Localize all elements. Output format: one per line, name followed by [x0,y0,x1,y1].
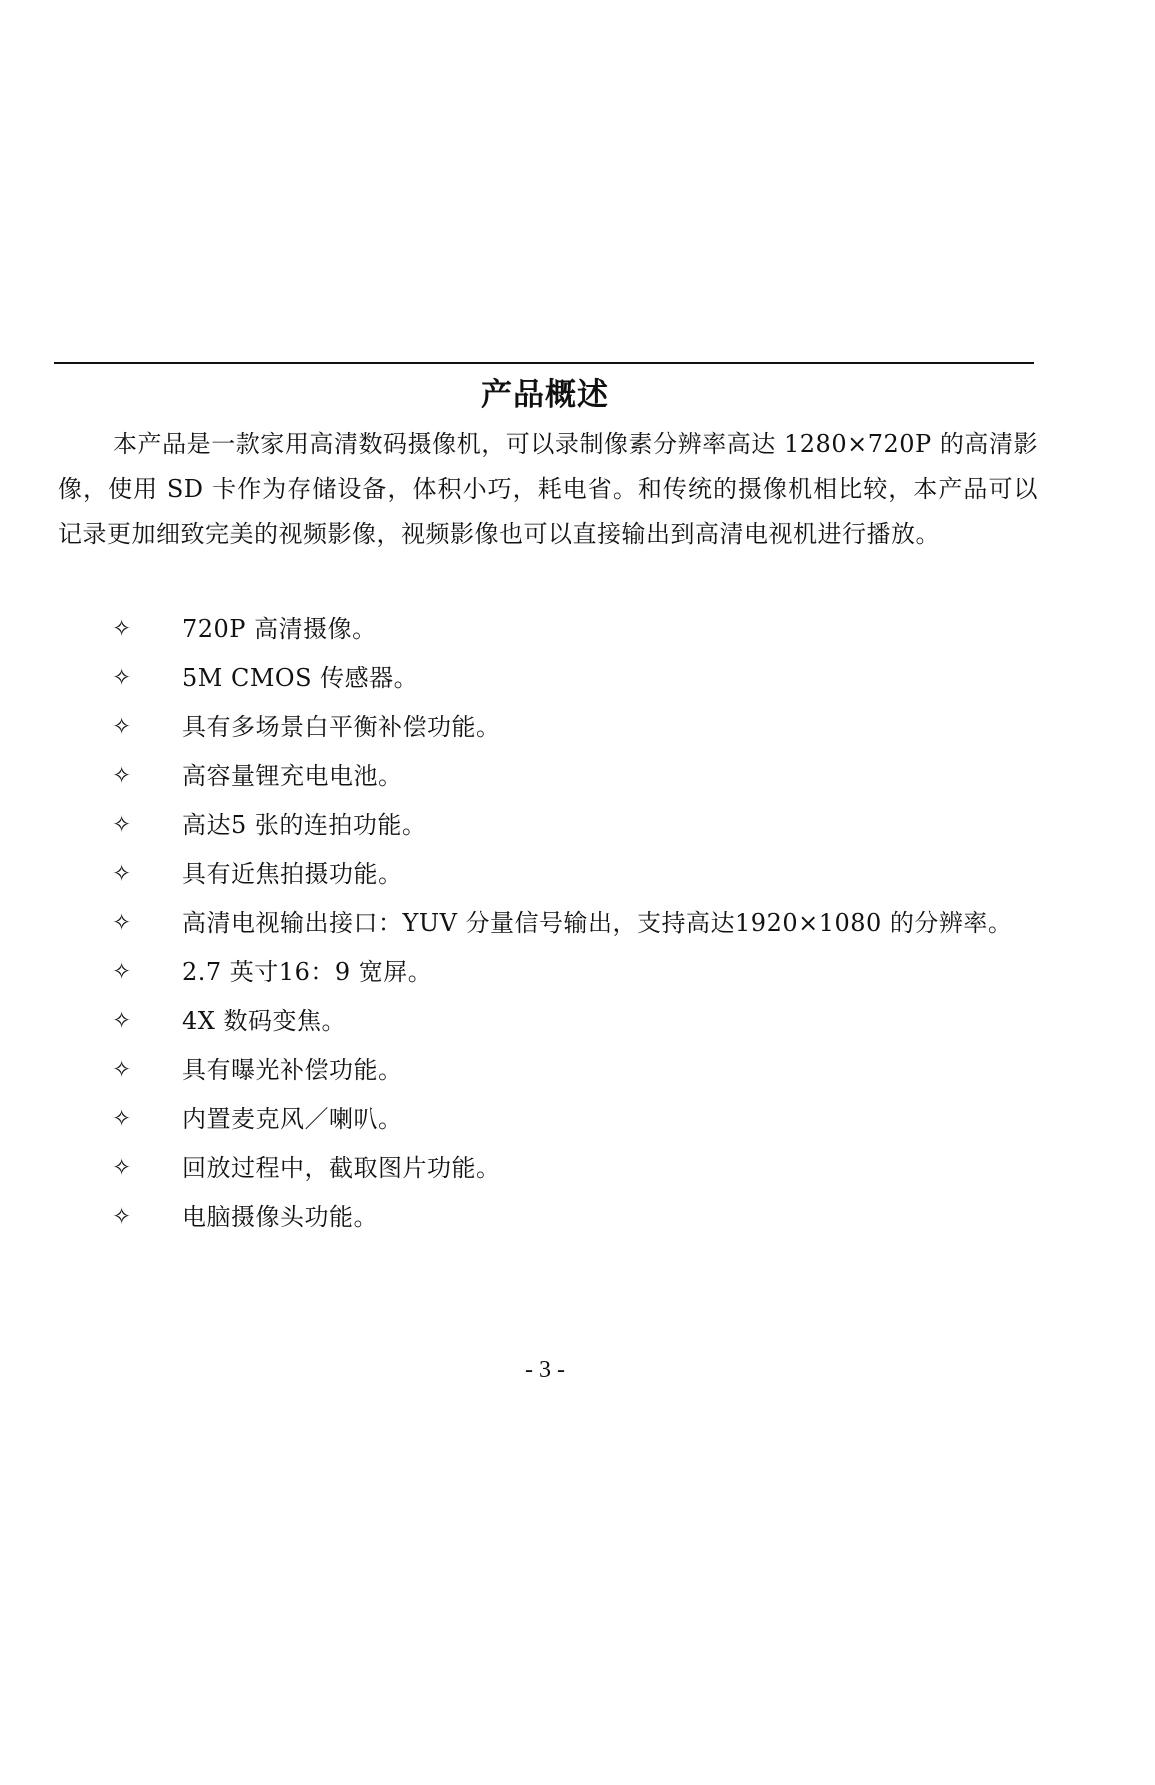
feature-item [112,950,1042,998]
star-bullet-icon: ✧ [112,1204,132,1230]
page-title: 产品概述 [481,377,609,413]
feature-text: 具有曝光补偿功能。 [182,1056,403,1084]
feature-item [112,656,1042,704]
star-bullet-icon: ✧ [112,1057,132,1083]
feature-item [112,607,1042,655]
feature-item [112,901,1042,949]
star-bullet-icon: ✧ [112,959,132,985]
star-bullet-icon: ✧ [112,1155,132,1181]
feature-item [112,1146,1042,1194]
feature-text: 高容量锂充电电池。 [182,762,403,790]
feature-text: 回放过程中，截取图片功能。 [182,1154,501,1182]
star-bullet-icon: ✧ [112,665,132,691]
feature-item [112,754,1042,802]
feature-text: 电脑摄像头功能。 [182,1203,378,1231]
feature-text: 高清电视输出接口：YUV 分量信号输出，支持高达1920×1080 的分辨率。 [182,909,1013,937]
feature-text: 具有多场景白平衡补偿功能。 [182,713,501,741]
star-bullet-icon: ✧ [112,763,132,789]
star-bullet-icon: ✧ [112,1106,132,1132]
star-bullet-icon: ✧ [112,861,132,887]
feature-text: 5M CMOS 传感器。 [182,664,419,692]
feature-item [112,1195,1042,1243]
intro-paragraph: 本产品是一款家用高清数码摄像机，可以录制像素分辨率高达 1280×720P 的高清影像，使用 SD 卡作为存储设备，体积小巧，耗电省。和传统的摄像机相比较，本产品可以记录更加细致完美的视频影像，视频影像也可以直接输出到高清电视机进行播放。 [58,430,1038,548]
feature-text: 720P 高清摄像。 [182,615,377,643]
feature-item [112,1097,1042,1145]
feature-item [112,1048,1042,1096]
page-number: - 3 - [525,1357,565,1383]
feature-text: 高达5 张的连拍功能。 [182,811,427,839]
star-bullet-icon: ✧ [112,1008,132,1034]
star-bullet-icon: ✧ [112,616,132,642]
feature-item [112,999,1042,1047]
feature-list [112,607,1042,1244]
feature-text: 4X 数码变焦。 [182,1007,346,1035]
header-rule [54,362,1034,364]
feature-item [112,705,1042,753]
star-bullet-icon: ✧ [112,714,132,740]
feature-text: 2.7 英寸16：9 宽屏。 [182,958,433,986]
feature-item [112,852,1042,900]
star-bullet-icon: ✧ [112,910,132,936]
star-bullet-icon: ✧ [112,812,132,838]
feature-item [112,803,1042,851]
feature-text: 内置麦克风／喇叭。 [182,1105,403,1133]
feature-text: 具有近焦拍摄功能。 [182,860,403,888]
